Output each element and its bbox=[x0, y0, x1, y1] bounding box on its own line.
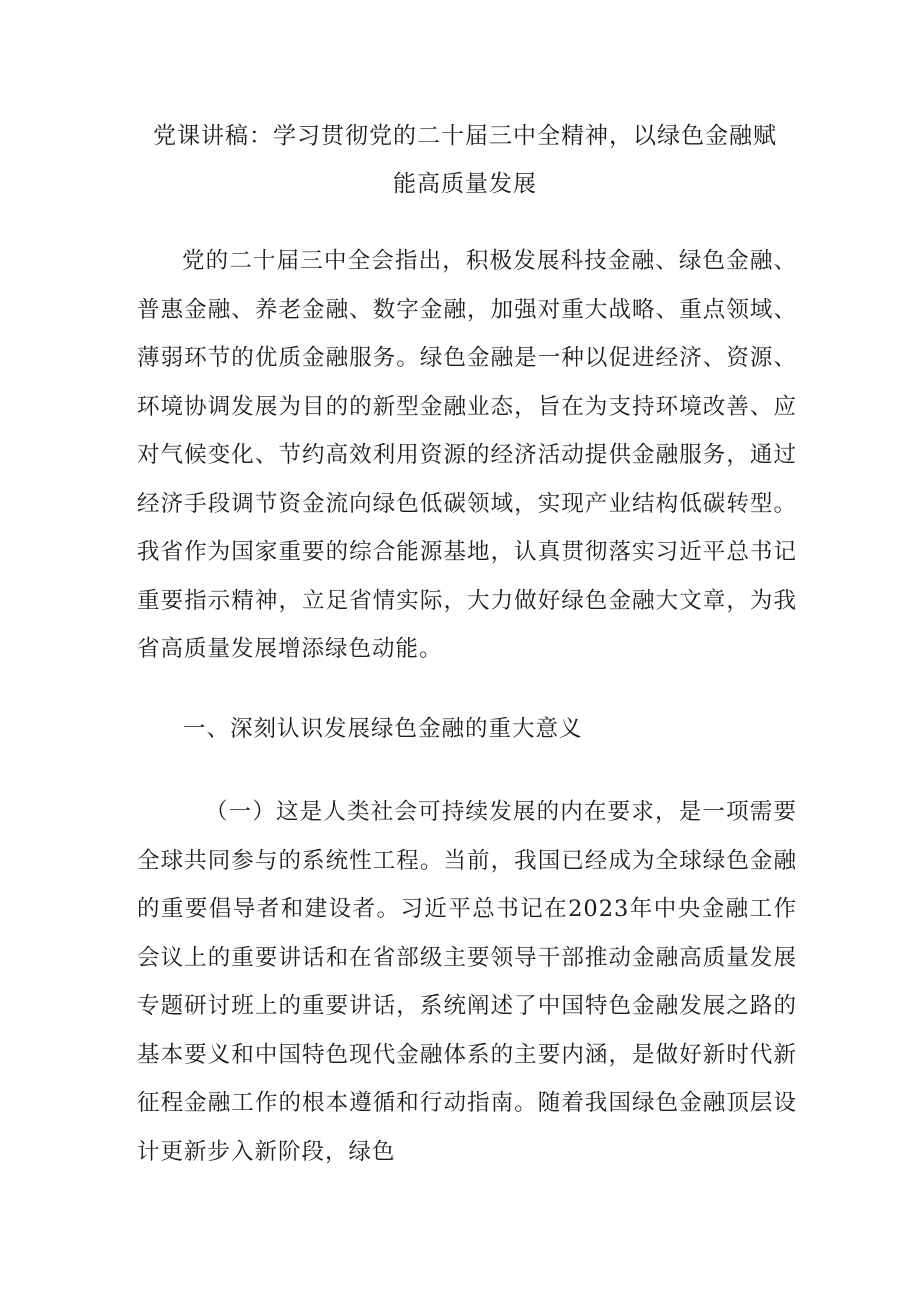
body-paragraph: （一）这是人类社会可持续发展的内在要求，是一项需要全球共同参与的系统性工程。当前，我国已经成为全球绿色金融的重要倡导者和建设者。习近平总书记在2023年中央金融工作会议上的重要讲话和在省部级主要领导干部推动金融高质量发展专题研讨班上的重要讲话，系统阐述了中国特色金融发展之路的基本要义和中国特色现代金融体系的主要内涵，是做好新时代新征程金融工作的根本遵循和行动指南。随着我国绿色金融顶层设计更新步入新阶段，绿色 bbox=[137, 799, 797, 1165]
title-line-1: 党课讲稿：学习贯彻党的二十届三中全精神，以绿色金融赋 bbox=[153, 123, 777, 149]
document-title bbox=[120, 112, 810, 208]
title-line-2: 能高质量发展 bbox=[393, 171, 537, 197]
intro-paragraph: 党的二十届三中全会指出，积极发展科技金融、绿色金融、普惠金融、养老金融、数字金融，加强对重大战略、重点领域、薄弱环节的优质金融服务。绿色金融是一种以促进经济、资源、环境协调发展为目的的新型金融业态，旨在为支持环境改善、应对气候变化、节约高效利用资源的经济活动提供金融服务，通过经济手段调节资金流向绿色低碳领域，实现产业结构低碳转型。我省作为国家重要的综合能源基地，认真贯彻落实习近平总书记重要指示精神，立足省情实际，大力做好绿色金融大文章，为我省高质量发展增添绿色动能。 bbox=[137, 248, 797, 662]
section-heading: 一、深刻认识发展绿色金融的重大意义 bbox=[183, 716, 583, 742]
